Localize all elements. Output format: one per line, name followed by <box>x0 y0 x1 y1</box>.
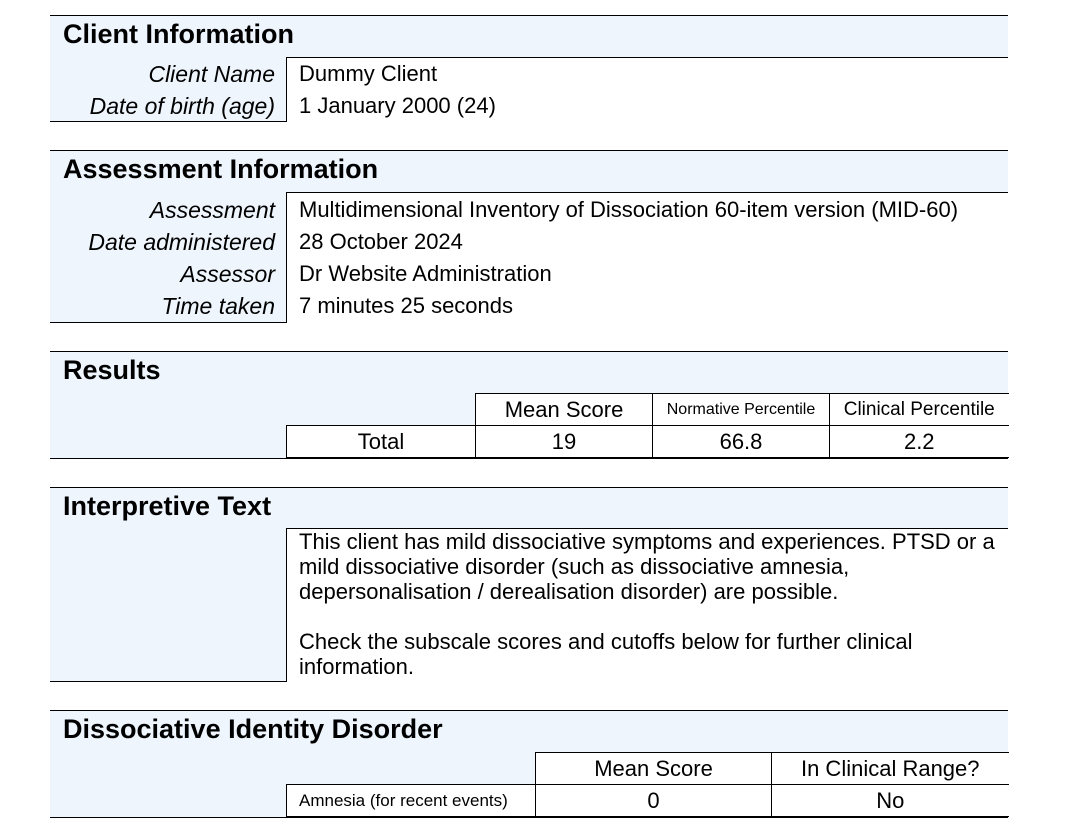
results-table <box>286 393 1009 458</box>
results-header-clinical-percentile: Clinical Percentile <box>830 394 1009 426</box>
client-information-title: Client Information <box>63 19 294 49</box>
did-header-mean-score: Mean Score <box>536 753 772 785</box>
assessor-label: Assessor <box>180 261 275 287</box>
client-information-section <box>50 15 1008 122</box>
results-total-mean-score: 19 <box>476 426 653 458</box>
date-administered-value: 28 October 2024 <box>299 229 463 254</box>
date-of-birth-label: Date of birth (age) <box>89 93 275 119</box>
did-amnesia-in-clinical-range: No <box>772 785 1009 817</box>
results-total-clinical-percentile: 2.2 <box>830 426 1009 458</box>
dissociative-identity-disorder-title: Dissociative Identity Disorder <box>63 714 443 744</box>
date-administered-row <box>50 226 1008 258</box>
client-name-label: Client Name <box>148 61 275 87</box>
did-header-in-clinical-range: In Clinical Range? <box>772 753 1009 785</box>
date-of-birth-row <box>50 90 1008 122</box>
assessment-information-title: Assessment Information <box>63 154 379 184</box>
results-empty-corner <box>287 394 476 426</box>
assessment-row <box>50 194 1008 226</box>
assessment-information-section <box>50 150 1008 323</box>
interpretive-paragraph-1: This client has mild dissociative symptoms and experiences. PTSD or a mild dissociative disorder (such as dissociative amnesia, depersonalisation / derealisation disorder) are possible. <box>299 529 995 604</box>
time-taken-label: Time taken <box>161 293 275 319</box>
dissociative-identity-disorder-section <box>50 710 1008 818</box>
results-section <box>50 351 1008 459</box>
client-name-row <box>50 58 1008 90</box>
assessor-value: Dr Website Administration <box>299 261 552 286</box>
results-total-label: Total <box>287 426 476 458</box>
results-header-normative-percentile: Normative Percentile <box>653 394 830 426</box>
interpretive-text-title: Interpretive Text <box>63 491 272 521</box>
time-taken-row <box>50 290 1008 322</box>
did-header-row <box>287 753 1009 785</box>
did-amnesia-mean-score: 0 <box>536 785 772 817</box>
client-name-value: Dummy Client <box>299 61 438 86</box>
date-of-birth-value: 1 January 2000 (24) <box>299 93 496 118</box>
did-empty-corner <box>287 753 536 785</box>
results-title: Results <box>63 355 161 385</box>
date-administered-label: Date administered <box>88 229 275 255</box>
interpretive-text-section <box>50 487 1008 682</box>
did-amnesia-label: Amnesia (for recent events) <box>287 785 536 817</box>
assessment-value: Multidimensional Inventory of Dissociation 60-item version (MID-60) <box>299 197 959 222</box>
results-header-row <box>287 394 1009 426</box>
interpretive-text-body <box>299 529 999 679</box>
assessment-label: Assessment <box>149 197 275 223</box>
did-table <box>286 752 1009 817</box>
did-amnesia-row <box>287 785 1009 817</box>
results-header-mean-score: Mean Score <box>476 394 653 426</box>
results-total-row <box>287 426 1009 458</box>
time-taken-value: 7 minutes 25 seconds <box>299 293 514 318</box>
assessor-row <box>50 258 1008 290</box>
results-total-normative-percentile: 66.8 <box>653 426 830 458</box>
interpretive-paragraph-2: Check the subscale scores and cutoffs below for further clinical information. <box>299 629 913 679</box>
